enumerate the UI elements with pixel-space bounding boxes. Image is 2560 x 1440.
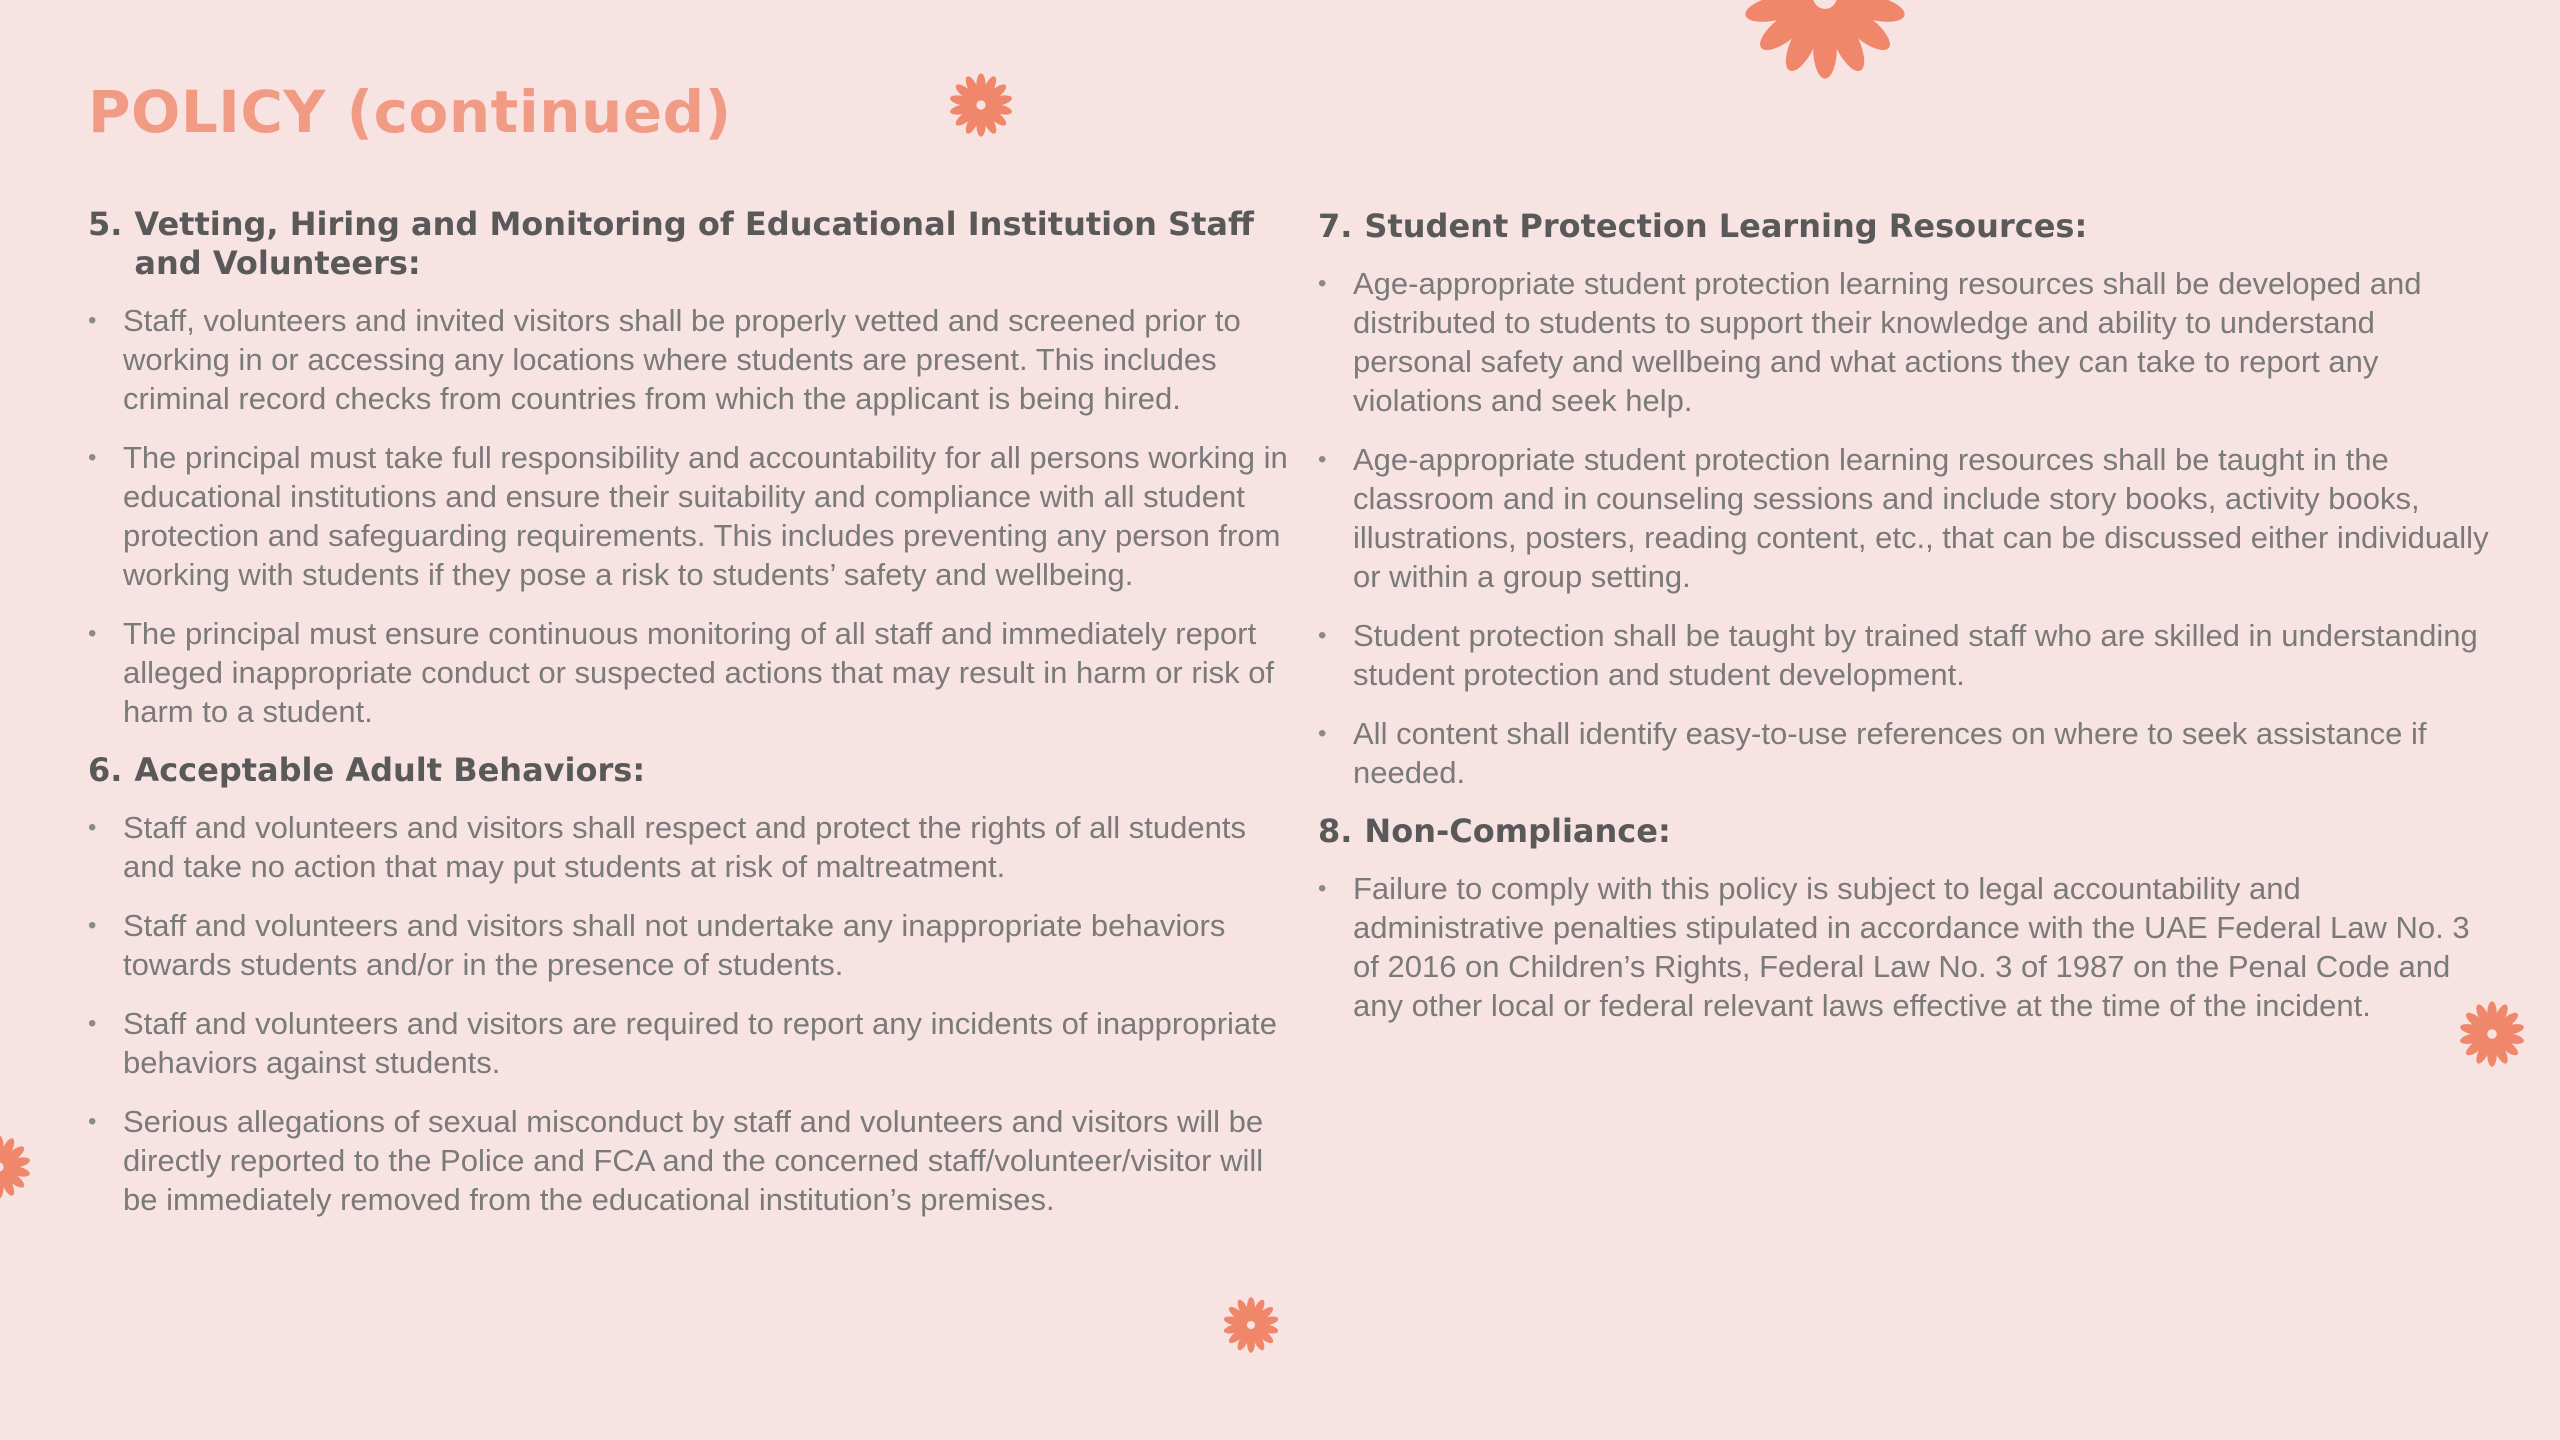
section-7-number: 7. — [1318, 207, 1353, 245]
section-5-number: 5. — [88, 205, 123, 243]
bullet-icon: • — [88, 620, 97, 647]
bullet-icon: • — [88, 814, 97, 841]
section-8-number: 8. — [1318, 812, 1353, 850]
bullet-icon: • — [88, 444, 97, 471]
list-item-text: Serious allegations of sexual misconduct by staff and volunteers and visitors will be directly reported to the Police and FCA and the concerned staff/volunteer/visitor will be immediately removed from the educational institution’s premises. — [123, 1104, 1264, 1217]
section-5-heading — [88, 205, 1288, 283]
list-item — [88, 906, 1288, 984]
list-item-text: Student protection shall be taught by trained staff who are skilled in understanding student protection and student development. — [1353, 618, 2478, 692]
section-8-list — [1318, 869, 2498, 1025]
list-item — [1318, 869, 2498, 1025]
list-item — [1318, 616, 2498, 694]
list-item — [88, 301, 1288, 418]
bullet-icon: • — [1318, 720, 1327, 747]
list-item — [1318, 714, 2498, 792]
left-column — [88, 205, 1288, 1239]
bullet-icon: • — [1318, 875, 1327, 902]
list-item-text: Staff, volunteers and invited visitors shall be properly vetted and screened prior to working in or accessing any locations where students are present. This includes criminal record checks from countries from which the applicant is being hired. — [123, 303, 1241, 416]
page-title: POLICY (continued) — [88, 78, 732, 146]
bullet-icon: • — [1318, 270, 1327, 297]
section-6-title: Acceptable Adult Behaviors: — [134, 751, 646, 789]
list-item — [88, 1102, 1288, 1219]
section-6-list — [88, 808, 1288, 1219]
list-item — [1318, 440, 2498, 596]
flower-icon — [2458, 1000, 2526, 1068]
section-8-heading — [1318, 812, 2498, 851]
list-item-text: Age-appropriate student protection learning resources shall be taught in the classroom and in counseling sessions and include story books, activity books, illustrations, posters, reading content, etc., that can be discussed either individually or within a group setting. — [1353, 442, 2489, 594]
flower-icon — [948, 72, 1014, 138]
bullet-icon: • — [88, 1010, 97, 1037]
list-item-text: The principal must ensure continuous monitoring of all staff and immediately report alleged inappropriate conduct or suspected actions that may result in harm or risk of harm to a student. — [123, 616, 1275, 729]
section-6-heading — [88, 751, 1288, 790]
list-item — [88, 808, 1288, 886]
section-8-title: Non-Compliance: — [1364, 812, 1671, 850]
list-item — [88, 614, 1288, 731]
bullet-icon: • — [1318, 622, 1327, 649]
list-item-text: Staff and volunteers and visitors are required to report any incidents of inappropriate behaviors against students. — [123, 1006, 1277, 1080]
flower-icon — [0, 1134, 32, 1200]
flower-icon — [1740, 0, 1910, 82]
list-item-text: Failure to comply with this policy is subject to legal accountability and administrative penalties stipulated in accordance with the UAE Federal Law No. 3 of 2016 on Children’s Rights, Federal Law No. 3 of 1987 on the Penal Code and any other local or federal relevant laws effective at the time of the incident. — [1353, 871, 2470, 1023]
section-5-title: Vetting, Hiring and Monitoring of Educational Institution Staff and Volunteers: — [134, 205, 1254, 282]
list-item-text: Staff and volunteers and visitors shall respect and protect the rights of all students and take no action that may put students at risk of maltreatment. — [123, 810, 1246, 884]
list-item-text: All content shall identify easy-to-use references on where to seek assistance if needed. — [1353, 716, 2427, 790]
section-7-title: Student Protection Learning Resources: — [1364, 207, 2088, 245]
section-7-list — [1318, 264, 2498, 792]
bullet-icon: • — [88, 912, 97, 939]
flower-icon — [1222, 1296, 1280, 1354]
bullet-icon: • — [88, 307, 97, 334]
section-6-number: 6. — [88, 751, 123, 789]
list-item-text: Age-appropriate student protection learning resources shall be developed and distributed to students to support their knowledge and ability to understand personal safety and wellbeing and what actions they can take to report any violations and seek help. — [1353, 266, 2422, 418]
right-column — [1318, 207, 2498, 1045]
list-item — [1318, 264, 2498, 420]
bullet-icon: • — [88, 1108, 97, 1135]
section-5-list — [88, 301, 1288, 731]
section-7-heading — [1318, 207, 2498, 246]
list-item-text: The principal must take full responsibility and accountability for all persons working in educational institutions and ensure their suitability and compliance with all student protection and safeguarding requirements. This includes preventing any person from working with students if they pose a risk to students’ safety and wellbeing. — [123, 440, 1288, 592]
list-item — [88, 1004, 1288, 1082]
list-item-text: Staff and volunteers and visitors shall not undertake any inappropriate behaviors towards students and/or in the presence of students. — [123, 908, 1226, 982]
bullet-icon: • — [1318, 446, 1327, 473]
list-item — [88, 438, 1288, 594]
